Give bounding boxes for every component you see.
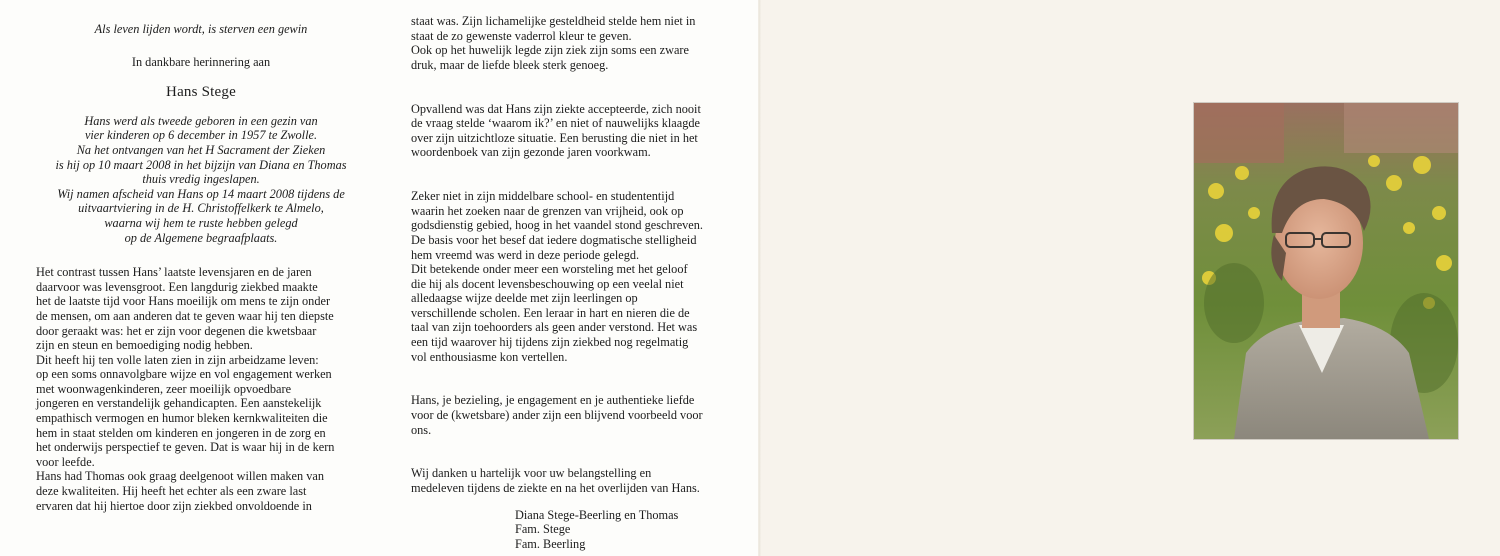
paragraph xyxy=(411,14,731,72)
portrait-photo xyxy=(1193,102,1459,440)
body-line: staat was. Zijn lichamelijke gesteldheid stelde hem niet in xyxy=(411,14,696,28)
italic-line: vier kinderen op 6 december in 1957 te Zwolle. xyxy=(84,128,318,143)
paragraph xyxy=(411,466,731,495)
body-line: Hans had Thomas ook graag deelgenoot willen maken van xyxy=(36,469,324,484)
body-line: Dit betekende onder meer een worsteling met het geloof xyxy=(411,262,688,277)
paragraph-spacer xyxy=(411,87,731,102)
body-line: daarvoor was levensgroot. Een langdurig ziekbed maakte xyxy=(36,279,318,294)
paragraph-spacer xyxy=(411,452,731,467)
paragraph-spacer xyxy=(411,72,731,87)
body-line: voor de (kwetsbare) ander zijn een blijvend voorbeeld voor xyxy=(411,408,703,423)
body-line: op een soms onnavolgbare wijze en vol engagement werken xyxy=(36,367,332,382)
body-line: de vraag stelde ‘waarom ik?’ en niet of nauwelijks klaagde xyxy=(411,116,700,131)
italic-line: Na het ontvangen van het H Sacrament der Zieken xyxy=(76,142,326,157)
body-line: ervaren dat hij hiertoe door zijn ziekbed onvoldoende in xyxy=(36,498,312,513)
body-line: hem vreemd was werd in deze periode gelegd. xyxy=(411,247,640,262)
body-line: waarin het zoeken naar de grenzen van vrijheid, ook op xyxy=(411,203,684,218)
paragraph xyxy=(411,102,731,160)
body-line: medeleven tijdens de ziekte en na het overlijden van Hans. xyxy=(411,481,700,495)
biography-italic xyxy=(36,114,366,245)
middle-column xyxy=(411,14,731,551)
portrait-illustration xyxy=(1194,103,1458,439)
body-line: door geraakt was: het er zijn voor degenen die kwetsbaar xyxy=(36,323,317,338)
signature-line: Fam. Beerling xyxy=(515,536,586,551)
body-line: een tijd waarover hij tijdens zijn ziekbed nog regelmatig xyxy=(411,335,689,350)
signature-line: Diana Stege-Beerling en Thomas xyxy=(515,507,679,522)
left-column xyxy=(36,18,366,513)
deceased-name: Hans Stege xyxy=(166,84,236,101)
italic-line: Hans werd als tweede geboren in een gezin van xyxy=(84,113,318,128)
body-line: Zeker niet in zijn middelbare school- en studententijd xyxy=(411,189,675,204)
body-line: staat de zo gewenste vaderrol kleur te geven. xyxy=(411,28,632,43)
body-line: Wij danken u hartelijk voor uw belangstelling en xyxy=(411,466,652,481)
body-line: met woonwagenkinderen, zeer moeilijk opvoedbare xyxy=(36,381,292,396)
italic-line: Wij namen afscheid van Hans op 14 maart 2008 tijdens de xyxy=(57,186,345,201)
body-line: jongeren en verstandelijk gehandicapten. Een aanstekelijk xyxy=(36,396,322,411)
card-fold xyxy=(758,0,761,556)
body-line: godsdienstig gebied, hoog in het vaandel stond geschreven. xyxy=(411,218,703,233)
body-line: vol enthousiasme kon vertellen. xyxy=(411,349,568,364)
body-line: Het contrast tussen Hans’ laatste levensjaren en de jaren xyxy=(36,265,312,280)
body-line: Hans, je bezieling, je engagement en je authentieke liefde xyxy=(411,393,695,408)
body-line: Opvallend was dat Hans zijn ziekte accepteerde, zich nooit xyxy=(411,101,701,116)
paragraph-spacer xyxy=(411,379,731,394)
motto: Als leven lijden wordt, is sterven een gewin xyxy=(94,22,308,36)
intro-line: In dankbare herinnering aan xyxy=(131,54,271,69)
body-line: het onderwijs perspectief te geven. Dat is waar hij in de kern xyxy=(36,440,335,455)
body-line: empathisch vermogen en humor bleken kernkwaliteiten die xyxy=(36,411,328,426)
body-line: deze kwaliteiten. Hij heeft het echter als een zware last xyxy=(36,484,307,499)
paragraph-spacer xyxy=(411,364,731,379)
body-line: De basis voor het besef dat iedere dogmatische stelligheid xyxy=(411,232,697,247)
signature-line: Fam. Stege xyxy=(515,522,571,537)
body-line: druk, maar de liefde bleek sterk genoeg. xyxy=(411,57,609,72)
body-line: ons. xyxy=(411,422,432,437)
body-line: over zijn uitzichtloze situatie. Een berusting die niet in het xyxy=(411,130,698,145)
body-line: voor leefde. xyxy=(36,454,95,469)
body-line: alledaagse wijze deelde met zijn leerlingen op xyxy=(411,291,638,306)
italic-line: thuis vredig ingeslapen. xyxy=(142,172,260,187)
paragraph-spacer xyxy=(411,160,731,175)
body-line: verschillende scholen. Een leraar in hart en nieren die de xyxy=(411,305,690,320)
body-line: taal van zijn toehoorders als geen ander verstond. Het was xyxy=(411,320,698,335)
italic-line: waarna wij hem te ruste hebben gelegd xyxy=(104,215,298,230)
italic-line: uitvaartviering in de H. Christoffelkerk te Almelo, xyxy=(78,201,324,216)
italic-line: op de Algemene begraafplaats. xyxy=(124,230,278,245)
paragraph xyxy=(411,393,731,437)
body-line: Ook op het huwelijk legde zijn ziek zijn soms een zware xyxy=(411,43,689,58)
paragraph-spacer xyxy=(411,175,731,190)
paragraph xyxy=(411,189,731,364)
paragraph-spacer xyxy=(411,437,731,452)
body-line: zijn en steun en bemoediging nodig hebben. xyxy=(36,338,253,353)
body-line: Dit heeft hij ten volle laten zien in zijn arbeidzame leven: xyxy=(36,352,319,367)
left-body-text xyxy=(36,265,366,513)
body-line: die hij als docent levensbeschouwing op een veelal niet xyxy=(411,276,684,291)
body-line: woordenboek van zijn gezonde jaren voorkwam. xyxy=(411,145,651,160)
body-line: de mensen, om aan anderen dat te geven waar hij ten diepste xyxy=(36,308,334,323)
italic-line: is hij op 10 maart 2008 in het bijzijn van Diana en Thomas xyxy=(55,157,347,172)
body-line: hem in staat stelden om kinderen en jongeren in de zorg en xyxy=(36,425,326,440)
signature-block xyxy=(411,508,731,552)
body-line: het de laatste tijd voor Hans moeilijk om mens te zijn onder xyxy=(36,294,331,309)
